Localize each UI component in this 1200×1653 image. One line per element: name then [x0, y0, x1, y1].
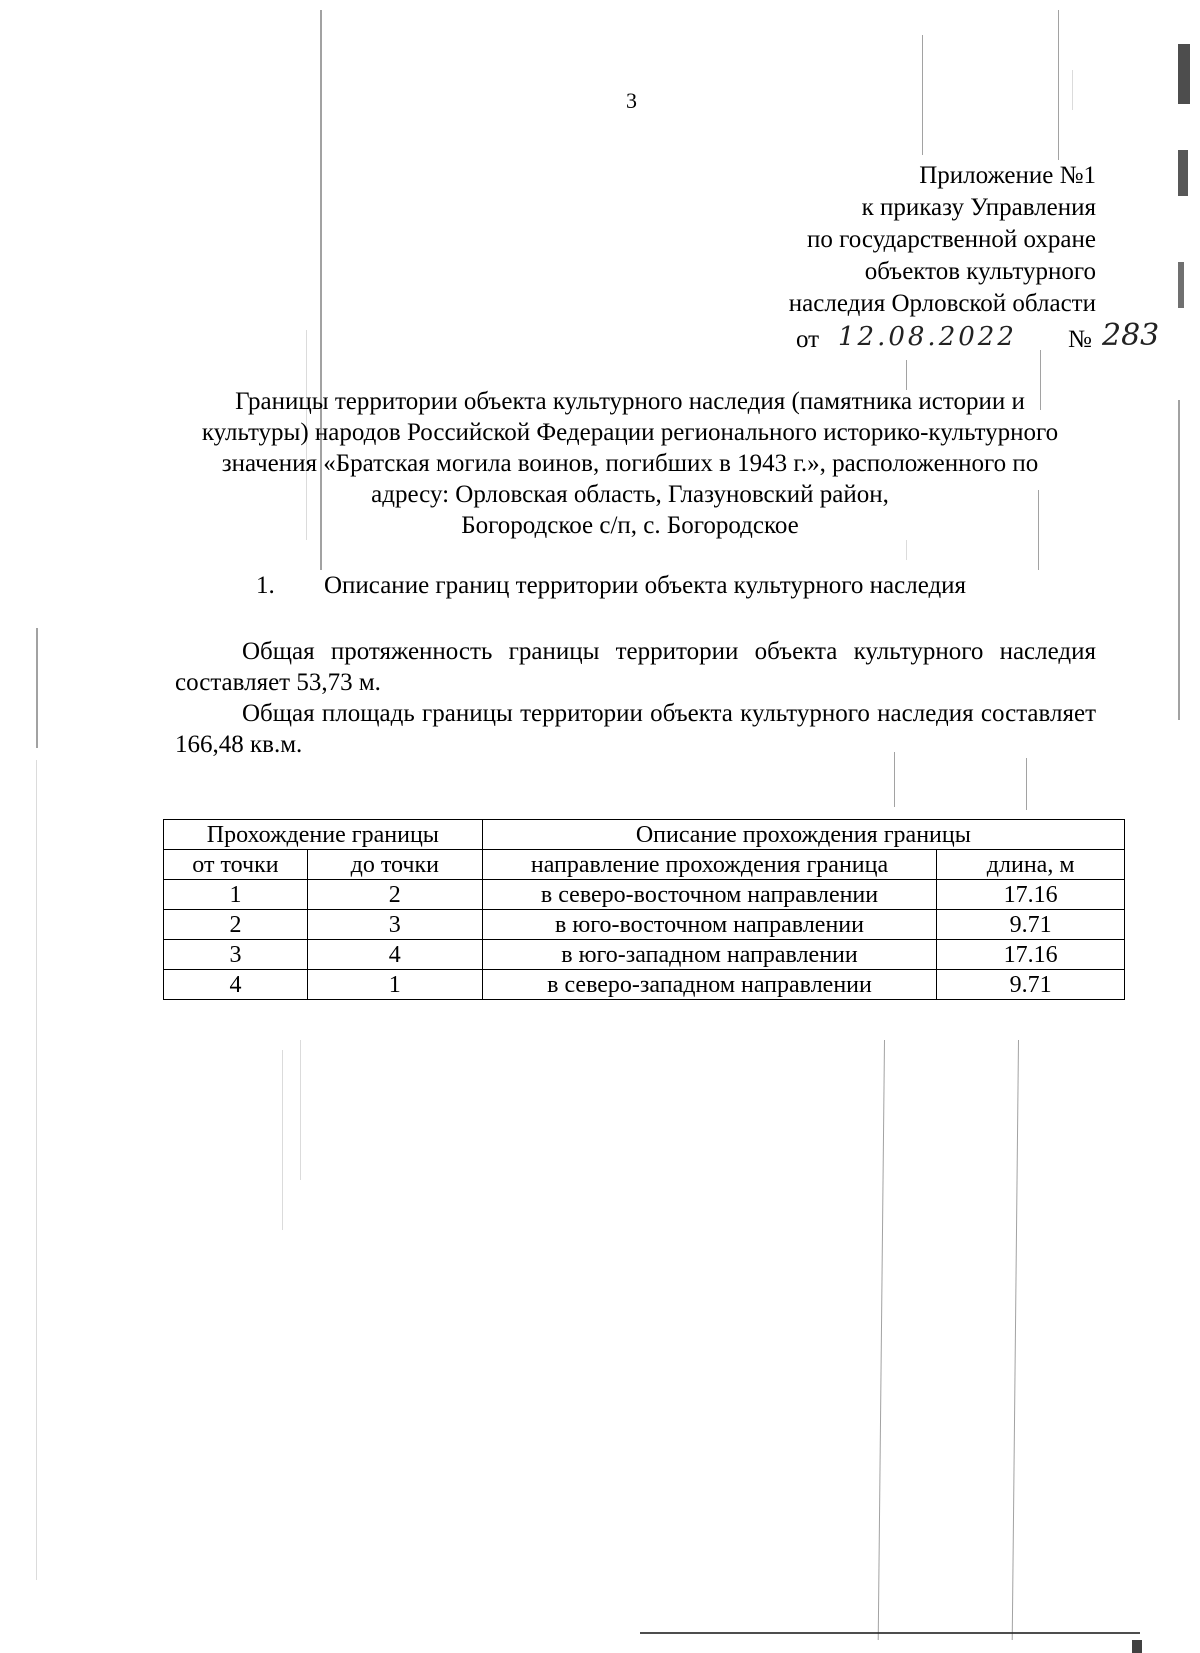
scan-artifact-line	[1012, 1040, 1019, 1640]
scan-artifact-line	[300, 1040, 301, 1180]
table-row	[164, 970, 1125, 1000]
cell-from-point: 4	[164, 970, 308, 1000]
appendix-line: к приказу Управления	[861, 194, 1096, 221]
cell-to-point: 3	[307, 910, 482, 940]
order-date-number-line	[796, 318, 1160, 358]
order-date-handwritten: 12.08.2022	[838, 322, 1017, 352]
cell-length: 9.71	[937, 910, 1125, 940]
column-header-to-point: до точки	[307, 850, 482, 880]
scan-edge-mark	[1178, 262, 1184, 308]
appendix-line: по государственной охране	[806, 226, 1096, 253]
scan-artifact-line	[878, 1040, 885, 1640]
cell-length: 17.16	[937, 880, 1125, 910]
document-heading	[150, 386, 1110, 541]
scan-artifact-line	[36, 760, 37, 1580]
scan-artifact-line	[894, 752, 895, 807]
paragraph-total-length: Общая протяженность границы территории объекта культурного наследия составляет 53,73 м.	[175, 638, 1096, 696]
scan-edge-mark	[1178, 44, 1190, 104]
table-row	[164, 940, 1125, 970]
scan-artifact-line	[1178, 400, 1180, 720]
scan-artifact-line	[640, 1632, 1140, 1634]
cell-direction: в юго-западном направлении	[482, 940, 937, 970]
scan-artifact-line	[36, 628, 38, 748]
heading-line: культуры) народов Российской Федерации регионального историко-культурного	[201, 419, 1059, 446]
heading-line: Богородское с/п, с. Богородское	[461, 512, 799, 539]
appendix-block	[789, 160, 1096, 320]
cell-direction: в северо-восточном направлении	[482, 880, 937, 910]
appendix-line: Приложение №1	[919, 162, 1096, 189]
cell-length: 17.16	[937, 940, 1125, 970]
section-number: 1.	[256, 572, 275, 599]
paragraph-total-area: Общая площадь границы территории объекта культурного наследия составляет 166,48 кв.м.	[175, 700, 1096, 758]
scan-artifact-line	[1026, 758, 1027, 810]
scan-edge-mark	[1178, 150, 1188, 196]
boundary-table	[163, 819, 1125, 1000]
section-title	[256, 572, 966, 600]
scan-artifact-line	[282, 1050, 283, 1230]
scan-edge-mark	[1132, 1640, 1142, 1653]
scan-artifact-line	[922, 35, 923, 155]
table-group-header-row	[164, 820, 1125, 850]
cell-direction: в северо-западном направлении	[482, 970, 937, 1000]
scan-artifact-line	[906, 540, 907, 560]
heading-line: Границы территории объекта культурного наследия (памятника истории и	[235, 388, 1025, 415]
heading-line: значения «Братская могила воинов, погибших в 1943 г.», расположенного по	[221, 450, 1039, 477]
appendix-line: объектов культурного	[864, 258, 1096, 285]
group-header-passage: Прохождение границы	[164, 820, 483, 850]
order-number-handwritten: 283	[1102, 318, 1160, 353]
cell-from-point: 2	[164, 910, 308, 940]
page-number: 3	[626, 88, 637, 113]
cell-length: 9.71	[937, 970, 1125, 1000]
cell-to-point: 2	[307, 880, 482, 910]
heading-line: адресу: Орловская область, Глазуновский район,	[371, 481, 889, 508]
cell-from-point: 1	[164, 880, 308, 910]
scan-artifact-line	[1058, 10, 1059, 160]
column-header-from-point: от точки	[164, 850, 308, 880]
appendix-line: наследия Орловской области	[788, 290, 1096, 317]
cell-to-point: 1	[307, 970, 482, 1000]
group-header-description: Описание прохождения границы	[482, 820, 1124, 850]
table-row	[164, 880, 1125, 910]
cell-direction: в юго-восточном направлении	[482, 910, 937, 940]
cell-from-point: 3	[164, 940, 308, 970]
scan-artifact-line	[1072, 70, 1073, 110]
column-header-length: длина, м	[937, 850, 1125, 880]
section-title-text: Описание границ территории объекта культурного наследия	[324, 572, 967, 599]
cell-to-point: 4	[307, 940, 482, 970]
order-from-label: от	[796, 326, 820, 353]
table-column-header-row	[164, 850, 1125, 880]
column-header-direction: направление прохождения граница	[482, 850, 937, 880]
table-row	[164, 910, 1125, 940]
order-number-label: №	[1068, 326, 1092, 353]
